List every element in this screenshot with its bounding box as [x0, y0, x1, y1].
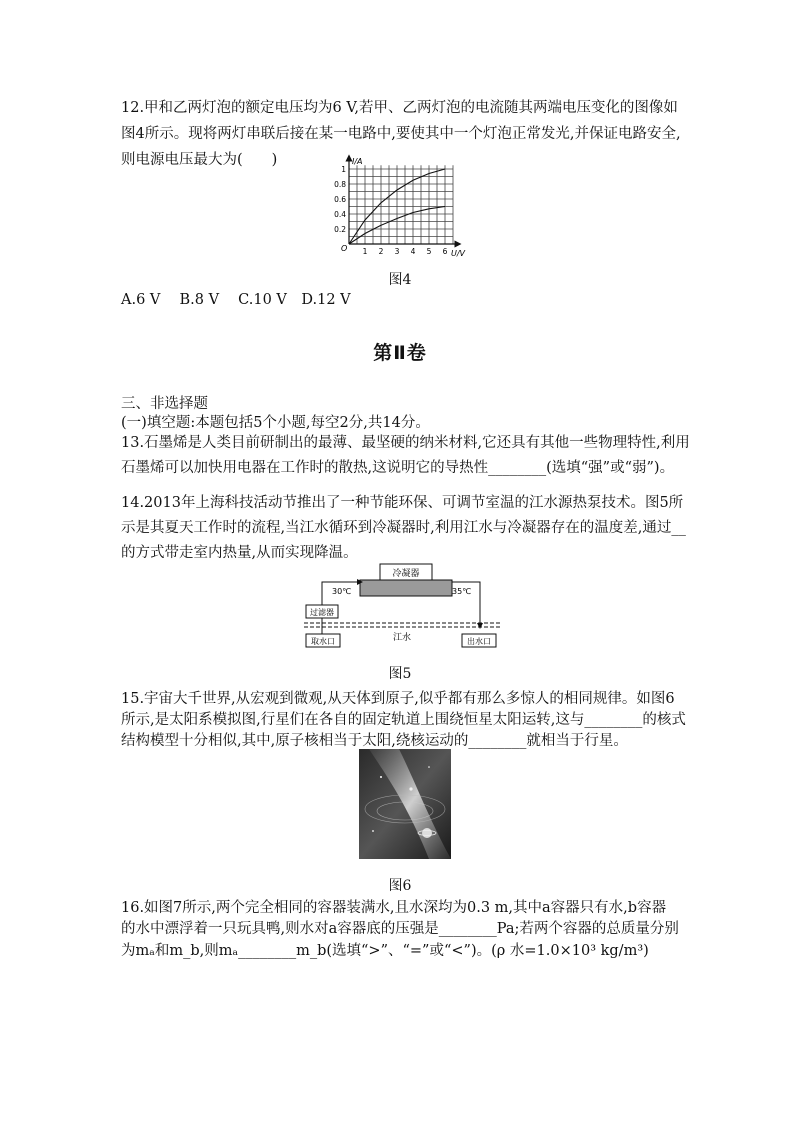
section3-intro: (一)填空题:本题包括5个小题,每空2分,共14分。 [121, 415, 430, 431]
y-tick-label: 0.8 [334, 180, 346, 189]
origin-label: O [341, 244, 348, 253]
temp-out-label: 35℃ [452, 587, 472, 596]
condenser-label: 冷凝器 [392, 569, 420, 579]
figure-5-caption: 图5 [388, 666, 412, 682]
figure-4-iu-graph [333, 152, 473, 262]
q14-text-line3: 的方式带走室内热量,从而实现降温。 [121, 545, 358, 561]
x-axis-label: U/V [451, 249, 466, 258]
figure-6-caption: 图6 [388, 878, 412, 894]
q13-text-line2: 石墨烯可以加快用电器在工作时的散热,这说明它的导热性________(选填“强”或“弱”)。 [121, 460, 675, 476]
outlet-label: 出水口 [467, 637, 491, 646]
q16-text-line3: 为mₐ和m_b,则mₐ________m_b(选填“>”、“=”或“<”)。(ρ 水=1.0×10³ kg/m³) [121, 943, 649, 959]
q15-text-line2: 所示,是太阳系模拟图,行星们在各自的固定轨道上围绕恒星太阳运转,这与________的核式 [121, 712, 686, 728]
y-axis-label: I/A [352, 157, 363, 166]
river-label: 江水 [392, 633, 412, 643]
x-tick-label: 3 [394, 247, 400, 256]
x-tick-label: 6 [442, 247, 448, 256]
q13-text-line1: 13.石墨烯是人类目前研制出的最薄、最坚硬的纳米材料,它还具有其他一些物理特性,利用 [121, 435, 690, 451]
part2-title: 第Ⅱ卷 [373, 342, 427, 364]
y-tick-label: 0.2 [334, 225, 346, 234]
q12-text-line3: 则电源电压最大为( ) [121, 152, 278, 168]
section3-title: 三、非选择题 [121, 396, 208, 412]
planet-icon [422, 828, 432, 838]
x-tick-label: 1 [362, 247, 368, 256]
intake-label: 取水口 [311, 637, 335, 646]
x-tick-label: 5 [426, 247, 432, 256]
q14-text-line2: 示是其夏天工作时的流程,当江水循环到冷凝器时,利用江水与冷凝器存在的温度差,通过__ [121, 520, 686, 536]
filter-label: 过滤器 [310, 608, 334, 617]
condenser-base [360, 580, 452, 596]
figure-4-caption: 图4 [388, 272, 412, 288]
figure-5-heat-pump-diagram [302, 562, 502, 650]
q16-text-line1: 16.如图7所示,两个完全相同的容器装满水,且水深均为0.3 m,其中a容器只有水,b容器 [121, 900, 667, 916]
q16-text-line2: 的水中漂浮着一只玩具鸭,则水对a容器底的压强是________Pa;若两个容器的总质量分别 [121, 921, 679, 937]
q15-text-line3: 结构模型十分相似,其中,原子核相当于太阳,绕核运动的________就相当于行星。 [121, 733, 628, 749]
q14-text-line1: 14.2013年上海科技活动节推出了一种节能环保、可调节室温的江水源热泵技术。图5所 [121, 495, 684, 511]
x-tick-label: 4 [410, 247, 416, 256]
q15-text-line1: 15.宇宙大千世界,从宏观到微观,从天体到原子,似乎都有那么多惊人的相同规律。如图6 [121, 691, 675, 707]
figure-6-solar-system-photo [359, 749, 451, 859]
x-tick-label: 2 [378, 247, 384, 256]
q12-options: A.6 V B.8 V C.10 V D.12 V [121, 292, 351, 308]
y-tick-label: 0.4 [334, 210, 346, 219]
temp-in-label: 30℃ [332, 587, 352, 596]
q12-text-line2: 图4所示。现将两灯串联后接在某一电路中,要使其中一个灯泡正常发光,并保证电路安全, [121, 126, 681, 142]
y-tick-label: 1 [341, 165, 346, 174]
y-tick-label: 0.6 [334, 195, 346, 204]
q12-text-line1: 12.甲和乙两灯泡的额定电压均为6 V,若甲、乙两灯泡的电流随其两端电压变化的图像如 [121, 100, 678, 116]
